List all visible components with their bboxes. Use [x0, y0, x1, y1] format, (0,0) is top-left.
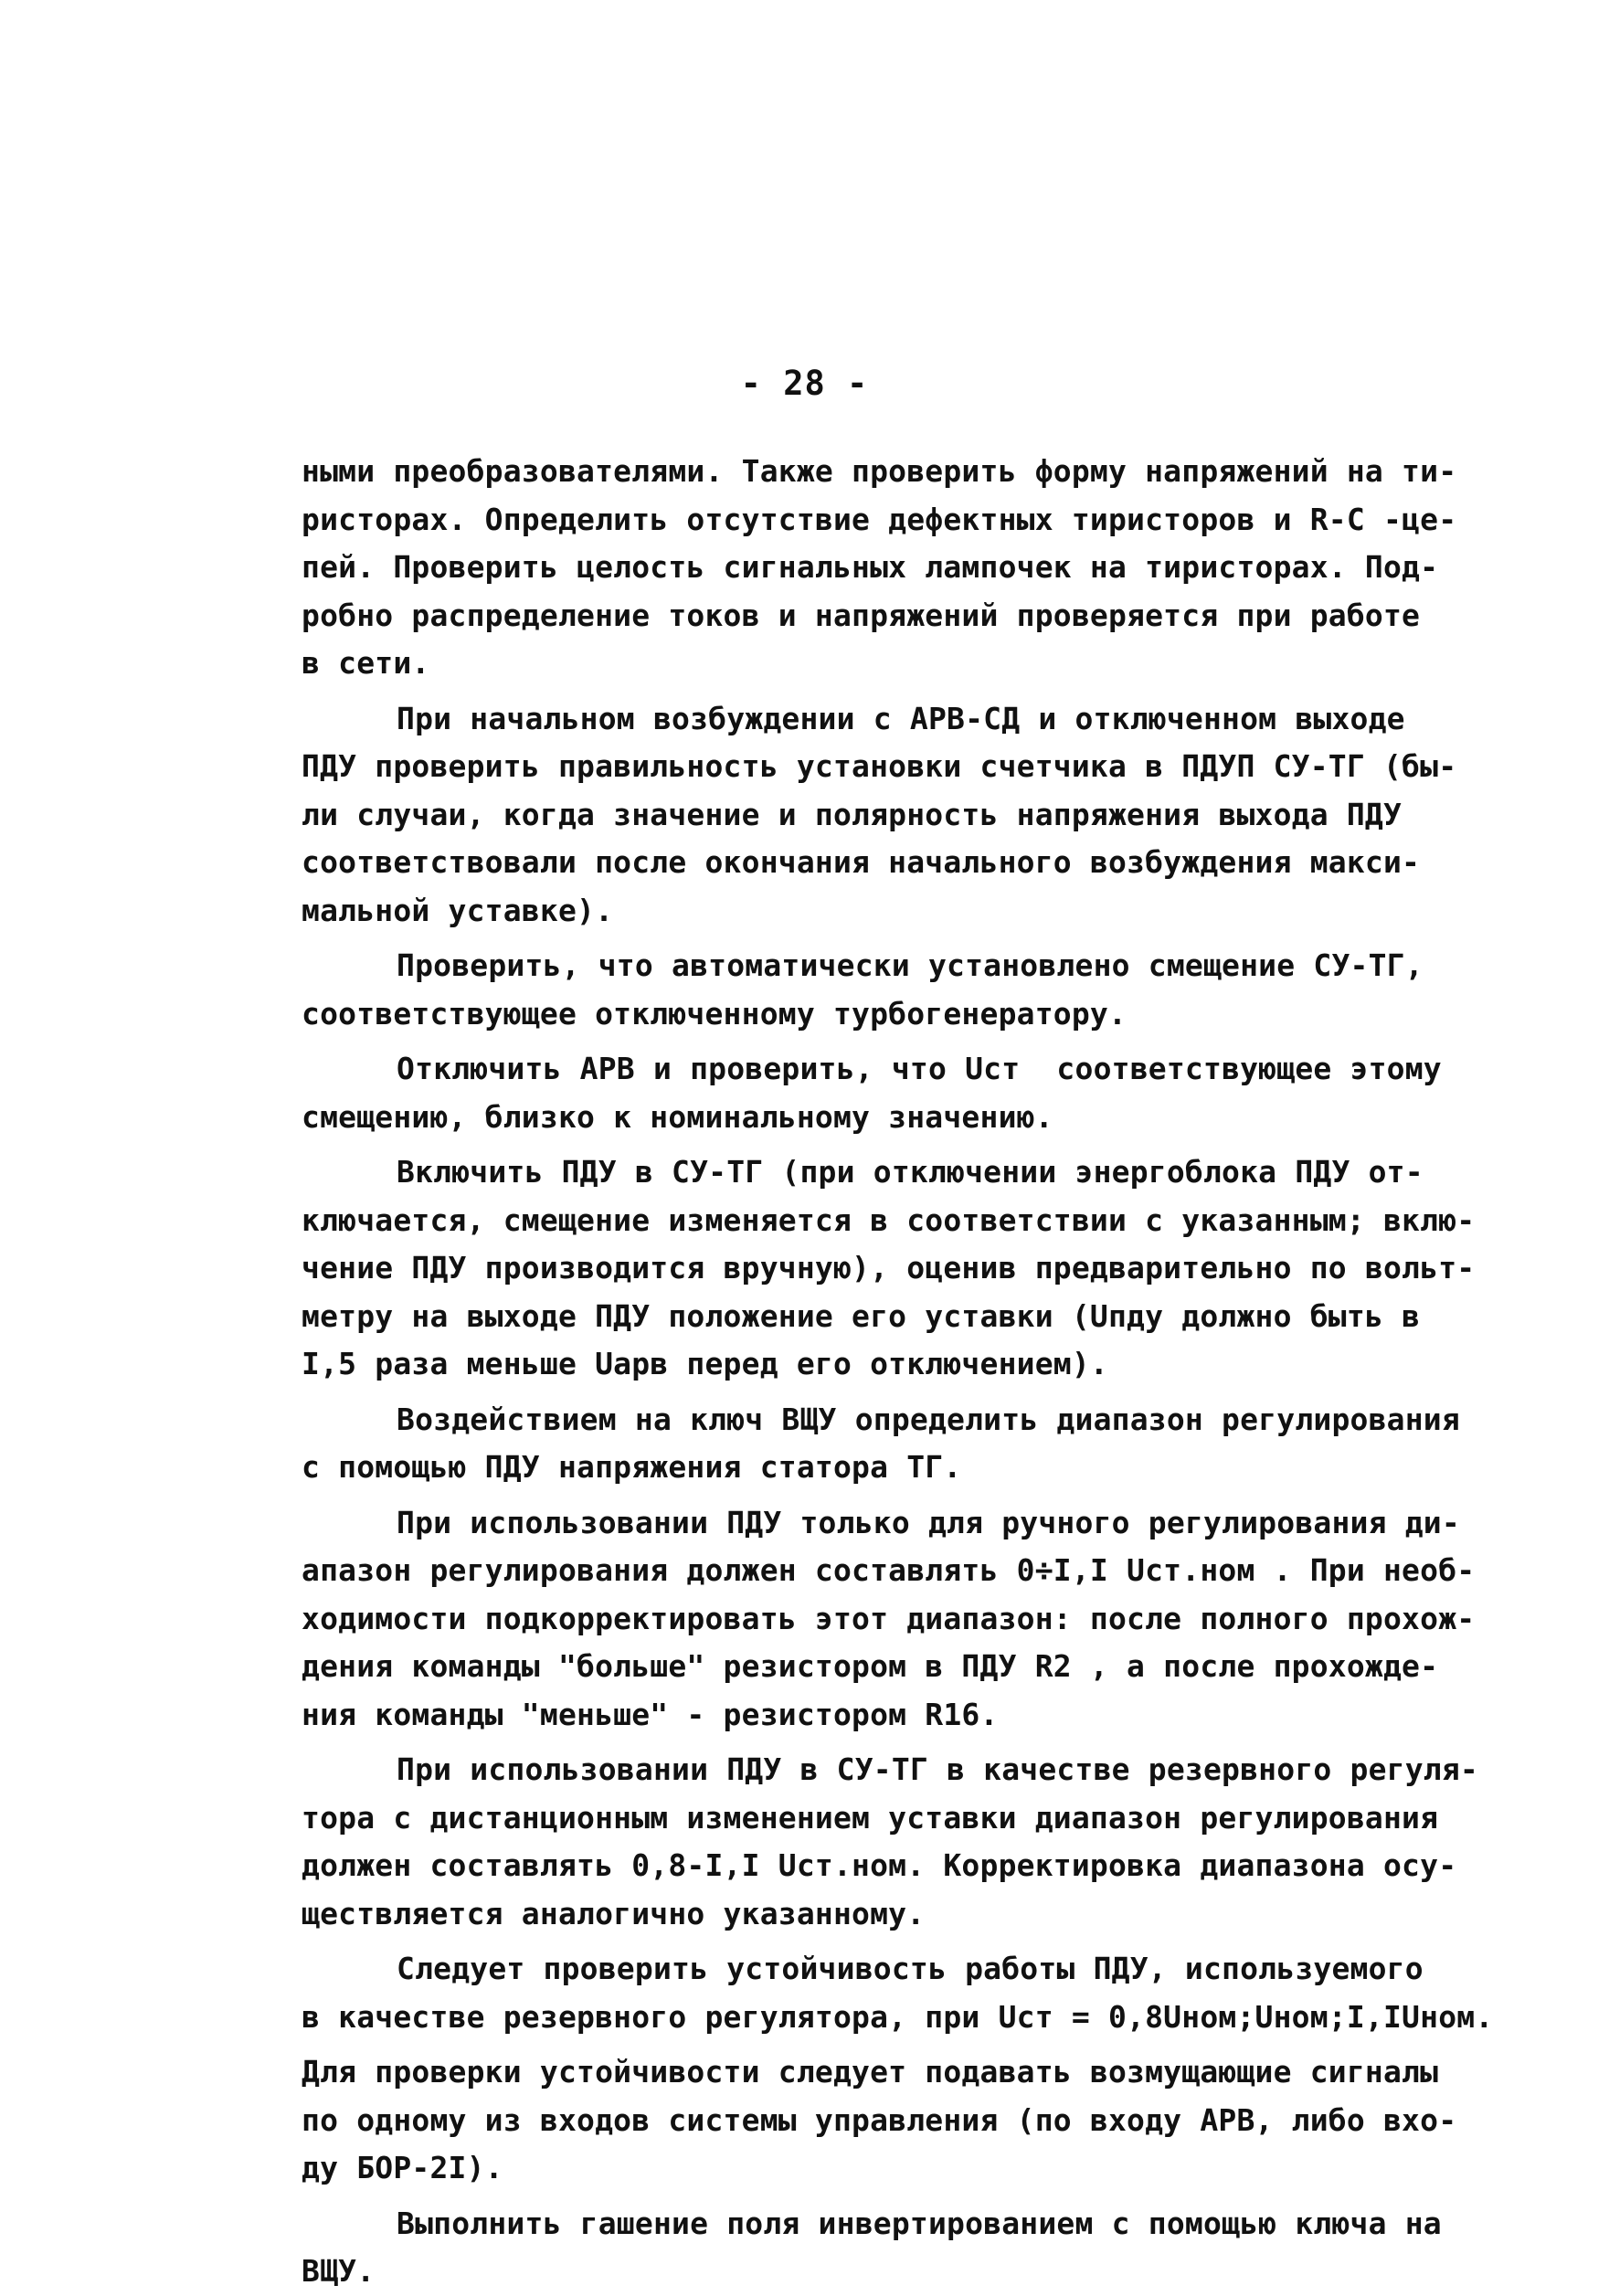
paragraph-start-line: Выполнить гашение поля инвертированием с помощью ключа на: [397, 2205, 1442, 2241]
text-line: по одному из входов системы управления (по входу АРВ, либо вхо-: [302, 2101, 1457, 2138]
body-text: [302, 448, 1508, 2296]
text-line: пей. Проверить целость сигнальных лампочек на тиристорах. Под-: [302, 549, 1439, 585]
text-line: I,5 раза меньше Uарв перед его отключением).: [302, 1346, 1108, 1381]
text-line: Для проверки устойчивости следует подавать возмущающие сигналы: [302, 2054, 1439, 2090]
text-line: тора с дистанционным изменением уставки диапазон регулирования: [302, 1799, 1439, 1836]
paragraph-start-line: Проверить, что автоматически установлено смещение СУ-ТГ,: [397, 947, 1424, 983]
text-line: с помощью ПДУ напряжения статора ТГ.: [302, 1449, 962, 1485]
text-line: смещению, близко к номинальному значению.: [302, 1098, 1053, 1135]
text-line: ду БОР-2I).: [302, 2150, 503, 2185]
text-line: робно распределение токов и напряжений проверяется при работе: [302, 597, 1421, 633]
text-line: ли случаи, когда значение и полярность напряжения выхода ПДУ: [302, 796, 1403, 832]
text-line: мальной уставке).: [302, 892, 614, 928]
paragraph-start-line: Включить ПДУ в СУ-ТГ (при отключении энергоблока ПДУ от-: [397, 1154, 1424, 1190]
text-line: ходимости подкорректировать этот диапазон: после полного прохож-: [302, 1600, 1476, 1636]
text-line: ния команды "меньше" - резистором R16.: [302, 1696, 999, 1732]
text-line: в сети.: [302, 645, 430, 681]
text-line: ПДУ проверить правильность установки счетчика в ПДУП СУ-ТГ (бы-: [302, 748, 1457, 784]
text-line: ными преобразователями. Также проверить форму напряжений на ти-: [302, 453, 1457, 489]
text-line: ВЩУ.: [302, 2253, 376, 2289]
paragraph-start-line: При начальном возбуждении с АРВ-СД и отключенном выходе: [397, 700, 1405, 736]
text-line: дения команды "больше" резистором в ПДУ R2 , а после прохожде-: [302, 1648, 1439, 1684]
text-line: ристорах. Определить отсутствие дефектных тиристоров и R-C -це-: [302, 501, 1457, 537]
text-line: ключается, смещение изменяется в соответствии с указанным; вклю-: [302, 1201, 1476, 1238]
text-line: ществляется аналогично указанному.: [302, 1895, 926, 1931]
text-line: должен составлять 0,8-I,I Uст.ном. Корректировка диапазона осу-: [302, 1847, 1457, 1883]
page-number: - 28 -: [740, 364, 869, 403]
text-line: соответствовали после окончания начального возбуждения макси-: [302, 844, 1421, 880]
paragraph-start-line: При использовании ПДУ в СУ-ТГ в качестве резервного регуля-: [397, 1751, 1478, 1787]
text-line: апазон регулирования должен составлять 0÷I,I Uст.ном . При необ-: [302, 1552, 1476, 1588]
text-line: соответствующее отключенному турбогенератору.: [302, 995, 1127, 1032]
text-line: метру на выходе ПДУ положение его уставки (Uпду должно быть в: [302, 1297, 1421, 1334]
paragraph-start-line: При использовании ПДУ только для ручного регулирования ди-: [397, 1504, 1460, 1540]
text-line: чение ПДУ производится вручную), оценив предварительно по вольт-: [302, 1250, 1476, 1286]
text-line: в качестве резервного регулятора, при Uст = 0,8Uном;Uном;I,IUном.: [302, 1998, 1494, 2035]
paragraph-start-line: Следует проверить устойчивость работы ПДУ, используемого: [397, 1951, 1424, 1986]
paragraph-start-line: Отключить АРВ и проверить, что Uст соответствующее этому: [397, 1051, 1442, 1086]
paragraph-start-line: Воздействием на ключ ВЩУ определить диапазон регулирования: [397, 1401, 1460, 1437]
